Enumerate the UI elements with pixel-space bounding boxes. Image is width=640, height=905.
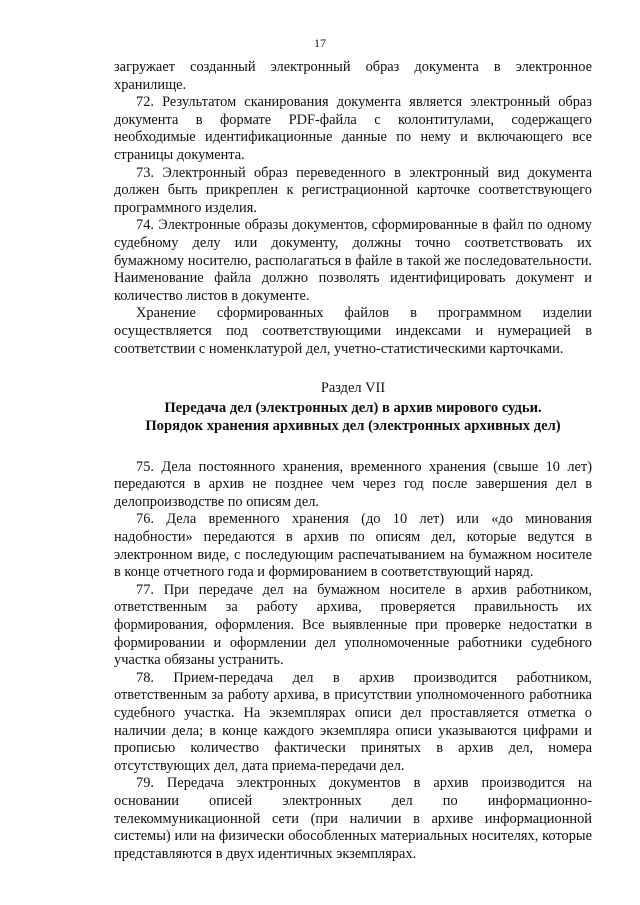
paragraph-p76: 76. Дела временного хранения (до 10 лет) или «до минования надобности» передаются в архив по описям дел, которые ведутся в электронном виде, с последующим распечатыванием на бумажном носителе в конце отчетного года и формированием в соответствующий наряд. <box>114 511 592 581</box>
paragraph-p72: 72. Результатом сканирования документа является электронный образ документа в формате PDF-файла с колонтитулами, содержащего необходимые идентификационные данные по нему и включающего все страницы документа. <box>114 94 592 163</box>
paragraph-p77: 77. При передаче дел на бумажном носителе в архив работником, ответственным за работу архива, проверяется правильность их формирования, оформления. Все выявленные при проверке недостатки в формировании и оформлении дел уполномоченные работники судебного участка обязаны устранить. <box>114 581 592 669</box>
paragraph-p-cont: загружает созданный электронный образ документа в электронное хранилище. <box>114 59 592 93</box>
page-number: 17 <box>314 36 326 50</box>
paragraph-p74b: Хранение сформированных файлов в программном изделии осуществляется под соответствующими индексами и нумерацией в соответствии с номенклатурой дел, учетно-статистическими карточками. <box>114 305 592 357</box>
paragraph-p78: 78. Прием-передача дел в архив производится работником, ответственным за работу архива, в присутствии уполномоченного работника судебного участка. На экземплярах описи дел проставляется отметка о наличии дела; в конце каждого экземпляра описи указываются цифрами и прописью количество фактически принятых в архив дел, номера отсутствующих дел, дата приема-передачи дел. <box>114 669 592 774</box>
paragraph-p75: 75. Дела постоянного хранения, временного хранения (свыше 10 лет) передаются в архив не позднее чем через год после завершения дел в делопроизводстве по описям дел. <box>114 458 592 510</box>
section-label: Раздел VII <box>320 380 386 397</box>
section-title-line-2: Порядок хранения архивных дел (электронных архивных дел) <box>145 417 561 434</box>
paragraphs-before-section <box>114 59 592 358</box>
paragraph-p73: 73. Электронный образ переведенного в электронный вид документа должен быть прикреплен к регистрационной карточке соответствующего программного изделия. <box>114 164 592 216</box>
paragraph-p74: 74. Электронные образы документов, сформированные в файл по одному судебному делу или документу, должны точно соответствовать их бумажному носителю, располагаться в файле в такой же последовательности. Наименование файла должно позволять идентифицировать документ и количество листов в документе. <box>114 217 592 304</box>
section-title-line-1: Передача дел (электронных дел) в архив мирового судьи. <box>164 399 542 416</box>
section-spacer <box>114 435 592 459</box>
paragraphs-after-section <box>114 459 592 864</box>
paragraph-p79: 79. Передача электронных документов в архив производится на основании описей электронных дел по информационно-телекоммуникационной сети (при наличии в архиве информационной системы) или на физически обособленных материальных носителях, которые представляются в двух идентичных экземплярах. <box>114 775 592 862</box>
document-body <box>114 59 592 863</box>
